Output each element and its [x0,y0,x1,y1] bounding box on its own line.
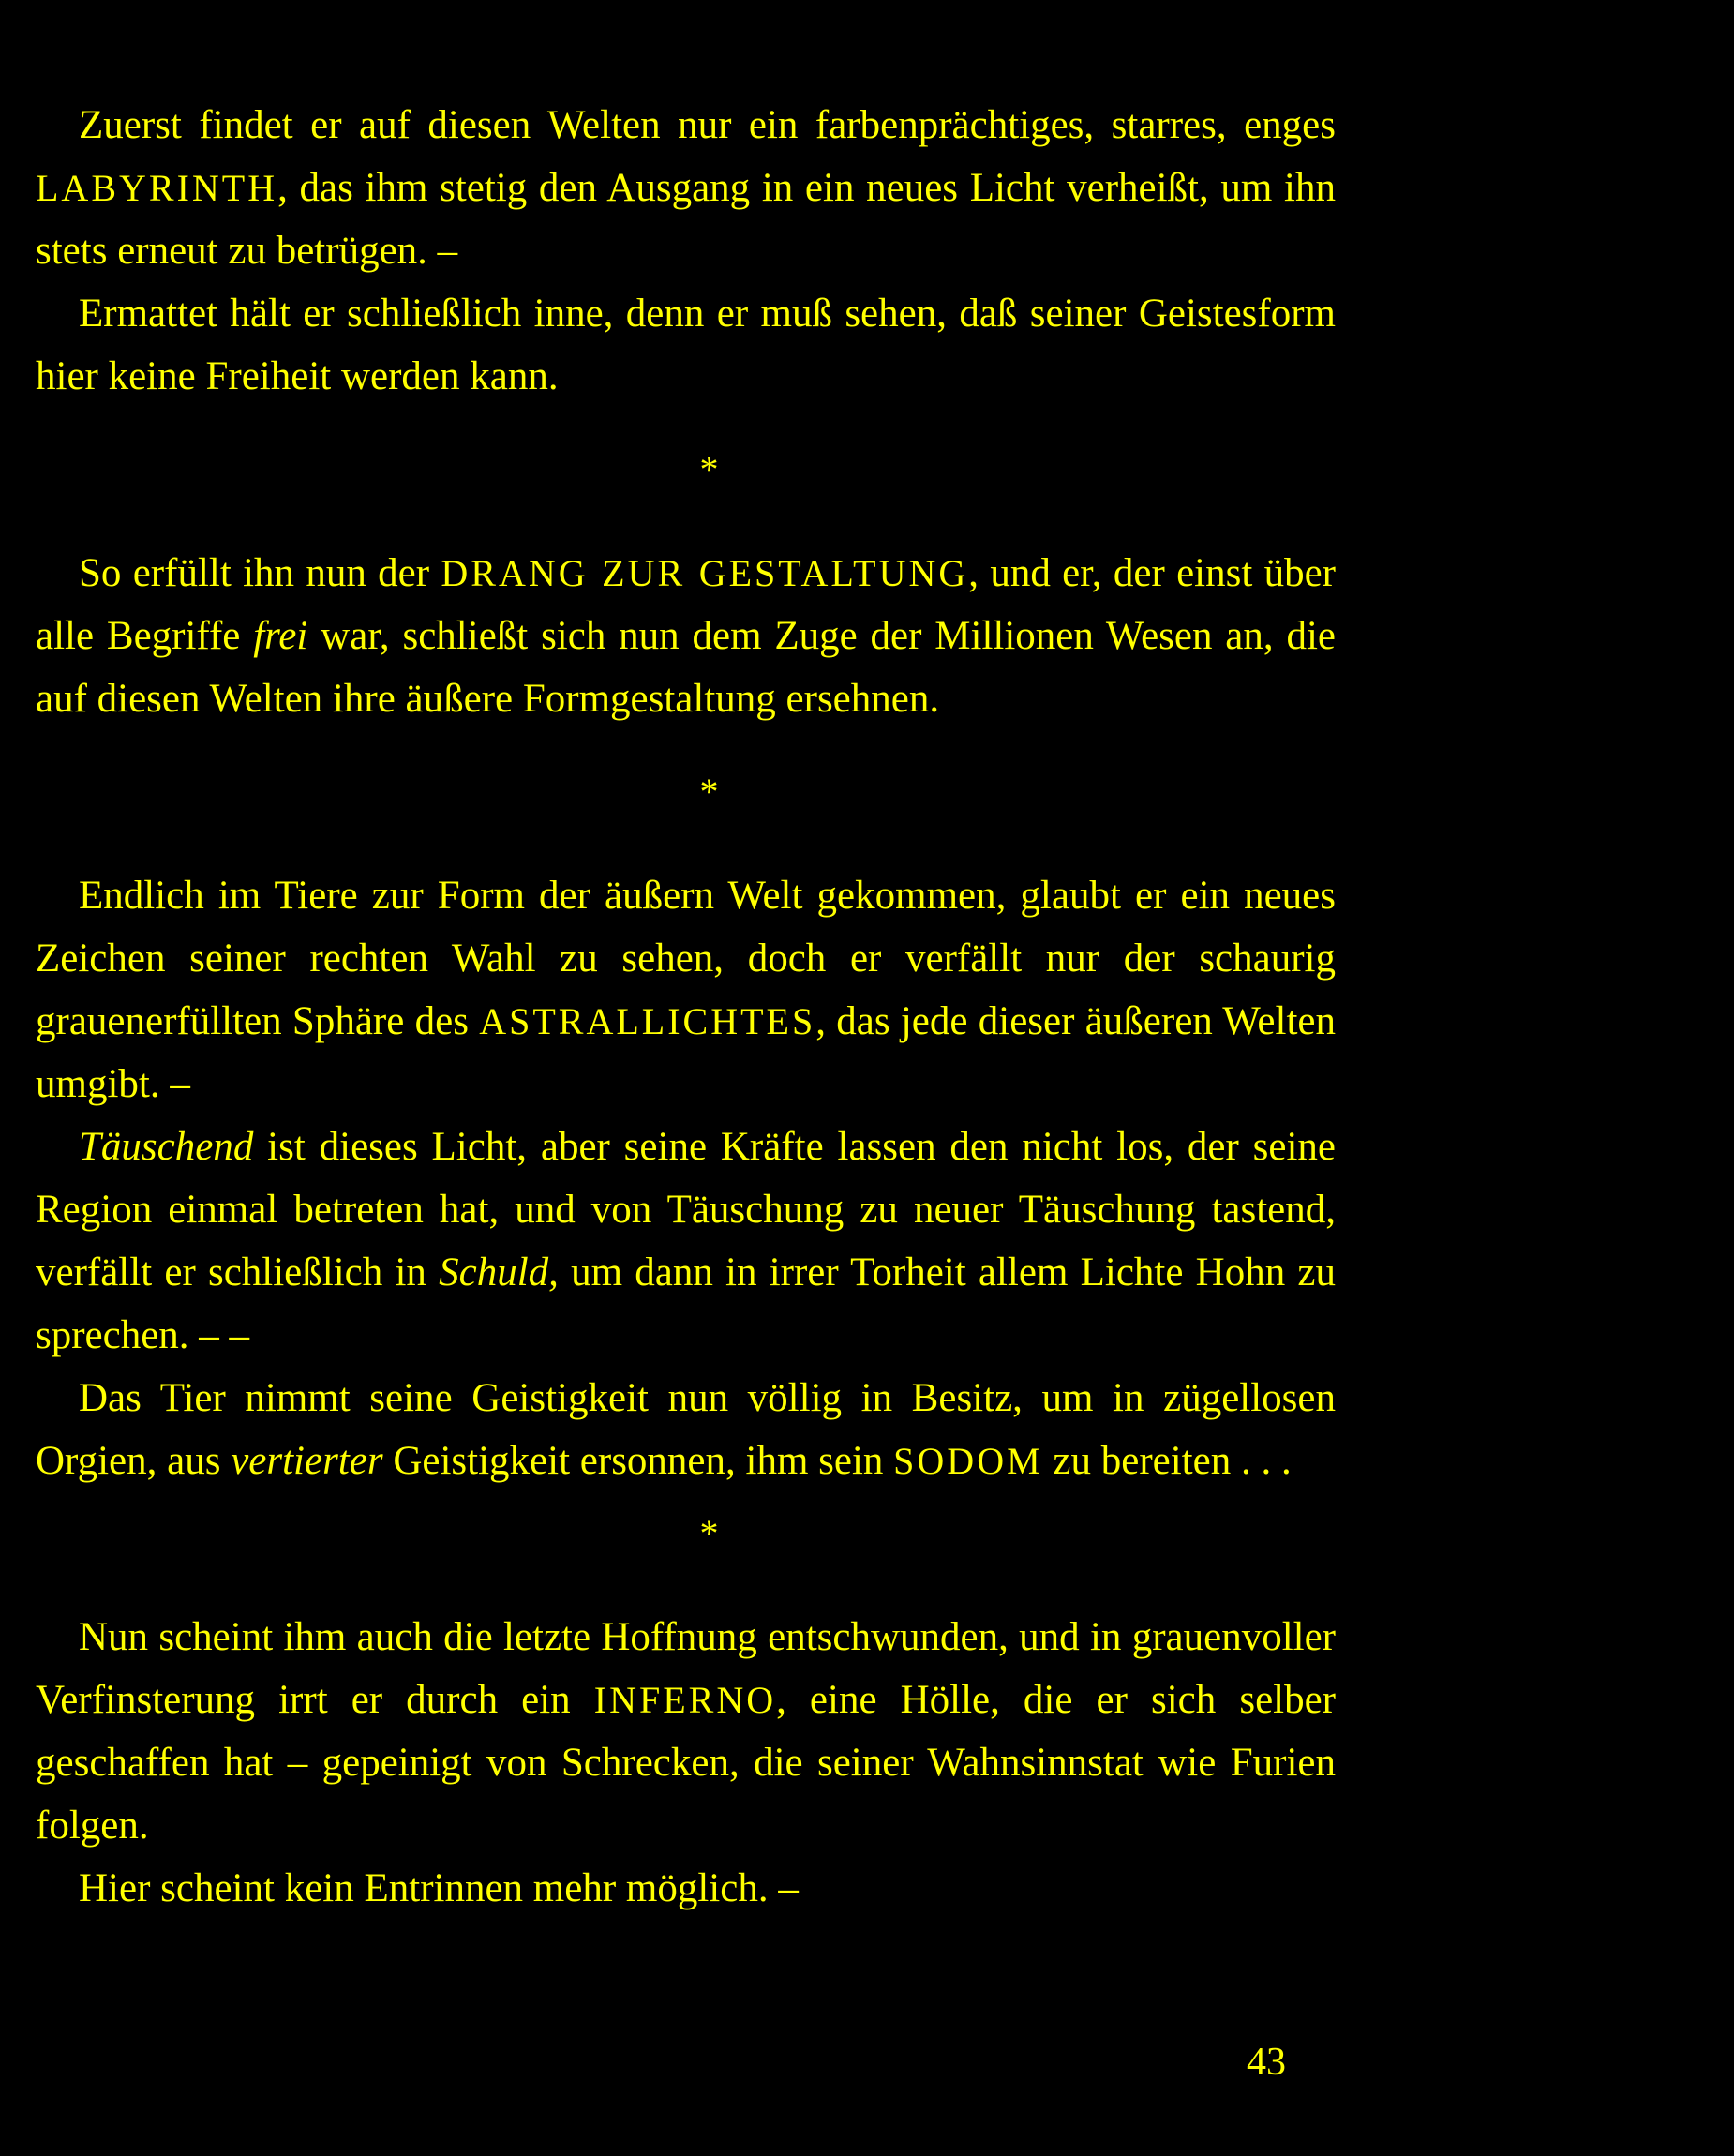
text-run: So erfüllt ihn nun der [79,551,441,595]
emphasis-astrallichtes: ASTRALLICHTES [479,1000,816,1042]
section-divider-star: * [699,448,719,490]
section-divider-star: * [699,1512,719,1554]
paragraph-endlich [36,864,1336,1115]
paragraph-ermattet: Ermattet hält er schließlich inne, denn er muß sehen, daß seiner Geistesform hier keine Freiheit werden kann. [36,292,1336,398]
text-run: zu bereiten . . . [1042,1439,1292,1483]
text-run: , eine Hölle, die er sich selber geschaffen hat – gepeinigt von Schrecken, die seiner Wahnsinnstat wie Furien folgen. [36,1678,1337,1848]
page-body [36,94,1336,1920]
text-run: , und er, der einst über alle Begriffe [36,551,1337,658]
paragraph-taeuschend [36,1115,1336,1367]
paragraph-labyrinth [36,94,1336,282]
emphasis-inferno: INFERNO [593,1679,777,1721]
paragraph-inferno [36,1606,1336,1857]
emphasis-drang-zur-gestaltung: DRANG ZUR GESTALTUNG [441,552,969,594]
text-run: war, schließt sich nun dem Zuge der Millionen Wesen an, die auf diesen Welten ihre äußere Formgestaltung ersehnen. [36,614,1337,721]
text-run: Endlich im Tiere zur Form der äußern Welt gekommen, glaubt er ein neues Zeichen seiner rechten Wahl zu sehen, doch er verfällt nur der schaurig grauenerfüllten Sphäre des [36,874,1336,1043]
text-run: um dann in irrer Torheit allem Lichte Hohn zu sprechen. – – [36,1250,1336,1357]
emphasis-sodom: SODOM [893,1440,1043,1482]
italic-schuld: Schuld, [439,1250,559,1295]
text-run: ist dieses Licht, aber seine Kräfte lassen den nicht los, der seine Region einmal betreten hat, und von Täuschung zu neuer Täuschung tastend, verfällt er schließlich in [36,1125,1336,1295]
paragraph-entrinnen: Hier scheint kein Entrinnen mehr möglich. – [79,1866,799,1910]
emphasis-labyrinth: LABYRINTH [36,167,278,209]
text-run: Nun scheint ihm auch die letzte Hoffnung entschwunden, und in grauenvoller Verfinsterung irrt er durch ein [36,1615,1336,1722]
text-run: , das jede dieser äußeren Welten umgibt. – [36,999,1336,1106]
section-divider-star: * [699,771,719,813]
italic-frei: frei [253,614,308,658]
paragraph-tier [36,1367,1336,1492]
page-number: 43 [1247,2041,1286,2084]
text-run: Das Tier nimmt seine Geistigkeit nun völlig in Besitz, um in zügellosen Orgien, aus [36,1376,1336,1483]
text-run: Geistigkeit ersonnen, ihm sein [382,1439,894,1483]
italic-vertierter: vertierter [231,1439,383,1483]
text-run: , das ihm stetig den Ausgang in ein neues Licht verheißt, um ihn stets erneut zu betrügen. – [36,166,1336,273]
text-run: Zuerst findet er auf diesen Welten nur ein farbenprächtiges, starres, enges [79,103,1336,147]
italic-taeuschend: Täuschend [79,1125,254,1169]
paragraph-drang [36,542,1336,730]
